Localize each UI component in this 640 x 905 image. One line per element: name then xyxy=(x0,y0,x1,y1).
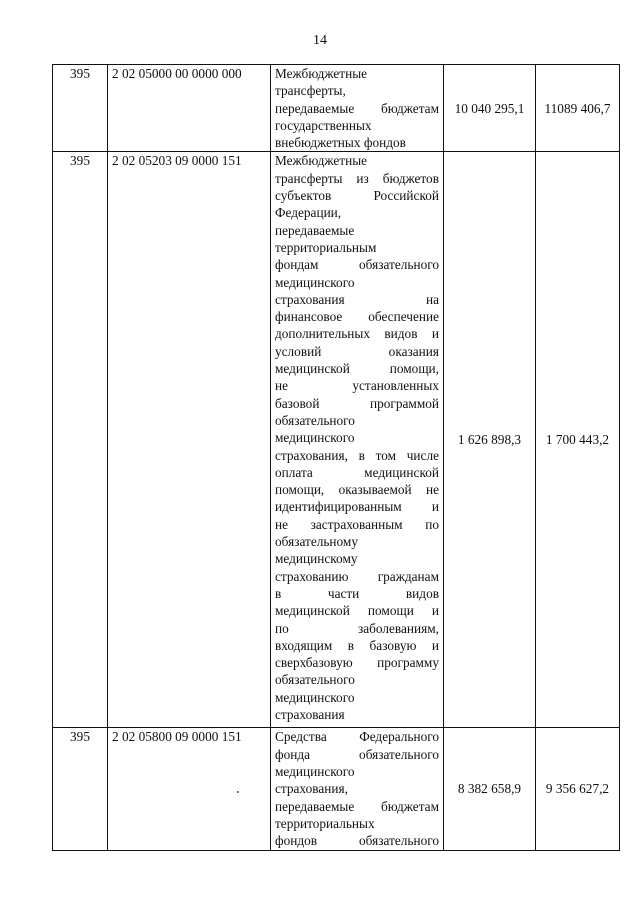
page-number: 14 xyxy=(313,33,327,48)
admin-code-cell: 395 xyxy=(53,728,108,850)
description-line: территориальных xyxy=(275,815,375,831)
description-line: помощи, оказываемой не xyxy=(275,482,439,498)
description-line: базовой программой xyxy=(275,395,439,411)
scan-speck xyxy=(237,791,239,793)
value-cell-1: 10 040 295,1 xyxy=(444,65,536,152)
description-line: Федерации, xyxy=(275,205,342,221)
description-line: медицинской помощи, xyxy=(275,361,439,377)
description-line: страхования на xyxy=(275,291,439,307)
description-line: медицинской помощи и xyxy=(275,603,439,619)
classification-code-cell: 2 02 05800 09 0000 151 xyxy=(108,728,271,850)
description-line: обязательного xyxy=(275,412,355,428)
description-line: Средства Федерального xyxy=(275,729,439,745)
description-line: по заболеваниям, xyxy=(275,620,439,636)
description-line: обязательному xyxy=(275,534,358,550)
description-line: не установленных xyxy=(275,378,439,394)
description-line: трансферты из бюджетов xyxy=(275,170,439,186)
table-row xyxy=(53,728,620,850)
budget-table xyxy=(52,64,620,851)
description-line: идентифицированным и xyxy=(275,499,439,515)
description-line: субъектов Российской xyxy=(275,188,439,204)
table-row xyxy=(53,65,620,152)
description-line: обязательного xyxy=(275,672,355,688)
description-line: страхования, в том числе xyxy=(275,447,439,463)
description-line: медицинского xyxy=(275,764,355,780)
description-line: фондам обязательного xyxy=(275,257,439,273)
description-line: в части видов xyxy=(275,585,439,601)
description-line: медицинского xyxy=(275,430,355,446)
value-cell-1: 1 626 898,3 xyxy=(444,152,536,728)
description-line: фонда обязательного xyxy=(275,746,439,762)
admin-code-cell: 395 xyxy=(53,65,108,152)
value-cell-2: 9 356 627,2 xyxy=(536,728,620,850)
description-cell xyxy=(271,728,444,850)
description-line: передаваемые бюджетам xyxy=(275,100,439,116)
description-cell xyxy=(271,65,444,152)
description-line: государственных xyxy=(275,117,372,133)
description-line: Межбюджетные xyxy=(275,153,368,169)
description-line: входящим в базовую и xyxy=(275,637,439,653)
description-line: передаваемые бюджетам xyxy=(275,798,439,814)
value-cell-1: 8 382 658,9 xyxy=(444,728,536,850)
description-line: фондов обязательного xyxy=(275,833,439,849)
classification-code-cell: 2 02 05203 09 0000 151 xyxy=(108,152,271,728)
table-row xyxy=(53,152,620,728)
description-line: дополнительных видов и xyxy=(275,326,439,342)
description-line: территориальным xyxy=(275,239,377,255)
value-cell-2: 11089 406,7 xyxy=(536,65,620,152)
description-line: медицинскому xyxy=(275,551,358,567)
description-line: страхования xyxy=(275,706,345,722)
description-line: условий оказания xyxy=(275,343,439,359)
description-line: не застрахованным по xyxy=(275,516,439,532)
value-cell-2: 1 700 443,2 xyxy=(536,152,620,728)
description-line: сверхбазовую программу xyxy=(275,655,439,671)
description-line: трансферты, xyxy=(275,83,346,99)
description-line: финансовое обеспечение xyxy=(275,309,439,325)
description-line: Межбюджетные xyxy=(275,66,368,81)
description-line: передаваемые xyxy=(275,222,355,238)
description-line: медицинского xyxy=(275,274,355,290)
description-cell xyxy=(271,152,444,728)
description-line: страхования, xyxy=(275,781,348,797)
description-line: медицинского xyxy=(275,689,355,705)
description-line: страхованию гражданам xyxy=(275,568,439,584)
classification-code-cell: 2 02 05000 00 0000 000 xyxy=(108,65,271,152)
description-line: внебюджетных фондов xyxy=(275,135,406,151)
description-line: оплата медицинской xyxy=(275,464,439,480)
admin-code-cell: 395 xyxy=(53,152,108,728)
